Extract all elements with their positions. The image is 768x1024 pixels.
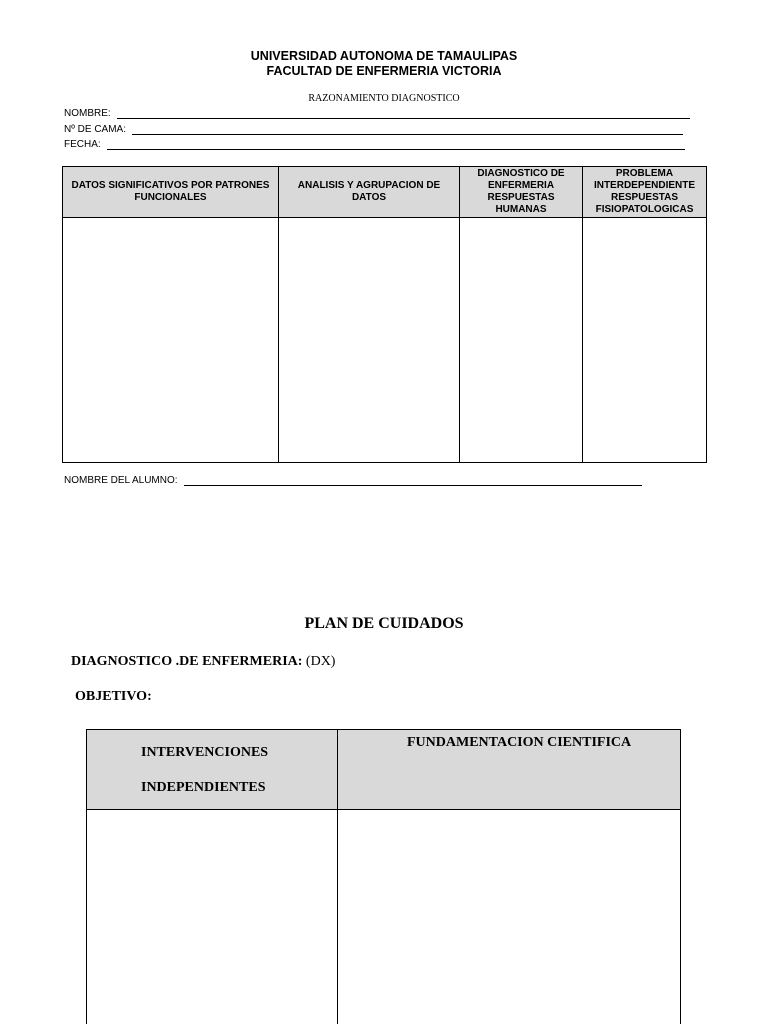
- cell-intervenciones[interactable]: [87, 810, 338, 1024]
- table-header-row: [63, 167, 707, 218]
- col-analisis-agrupacion: ANALISIS Y AGRUPACION DE DATOS: [279, 167, 460, 218]
- diagnosis-line: [71, 654, 335, 670]
- cama-line[interactable]: [132, 134, 683, 135]
- col-intervenciones: INTERVENCIONES INDEPENDIENTES: [87, 730, 338, 810]
- faculty-name: FACULTAD DE ENFERMERIA VICTORIA: [266, 64, 502, 78]
- cama-field[interactable]: [64, 124, 683, 135]
- col-fundamentacion: FUNDAMENTACION CIENTIFICA: [338, 730, 681, 810]
- care-plan-table: [86, 729, 681, 1024]
- cell-analisis[interactable]: [279, 218, 460, 463]
- form-subtitle: RAZONAMIENTO DIAGNOSTICO: [308, 93, 460, 104]
- alumno-field[interactable]: [64, 475, 642, 486]
- nombre-label: NOMBRE:: [64, 108, 111, 119]
- diagnosis-label: DIAGNOSTICO .DE ENFERMERIA:: [71, 654, 303, 669]
- cell-problema[interactable]: [583, 218, 707, 463]
- cell-fundamentacion[interactable]: [338, 810, 681, 1024]
- objective-label: OBJETIVO:: [75, 689, 152, 704]
- cell-diagnostico[interactable]: [460, 218, 583, 463]
- university-name: UNIVERSIDAD AUTONOMA DE TAMAULIPAS: [250, 49, 518, 63]
- plan-title: PLAN DE CUIDADOS: [304, 615, 464, 632]
- table-row: [63, 218, 707, 463]
- alumno-line[interactable]: [184, 485, 642, 486]
- col-diagnostico-enfermeria: DIAGNOSTICO DE ENFERMERIA RESPUESTAS HUMANAS: [460, 167, 583, 218]
- nombre-field[interactable]: [64, 108, 690, 119]
- fecha-label: FECHA:: [64, 139, 101, 150]
- cell-datos[interactable]: [63, 218, 279, 463]
- table-row: [87, 810, 681, 1024]
- diagnostic-reasoning-table: [62, 166, 707, 463]
- alumno-label: NOMBRE DEL ALUMNO:: [64, 475, 178, 486]
- fecha-field[interactable]: [64, 139, 685, 150]
- diagnosis-value: (DX): [305, 654, 336, 669]
- cama-label: Nº DE CAMA:: [64, 124, 126, 135]
- nombre-line[interactable]: [117, 118, 690, 119]
- table-header-row: [87, 730, 681, 810]
- col-problema-interdependiente: PROBLEMA INTERDEPENDIENTE RESPUESTAS FISIOPATOLOGICAS: [583, 167, 707, 218]
- fecha-line[interactable]: [107, 149, 685, 150]
- col-datos-significativos: DATOS SIGNIFICATIVOS POR PATRONES FUNCIONALES: [63, 167, 279, 218]
